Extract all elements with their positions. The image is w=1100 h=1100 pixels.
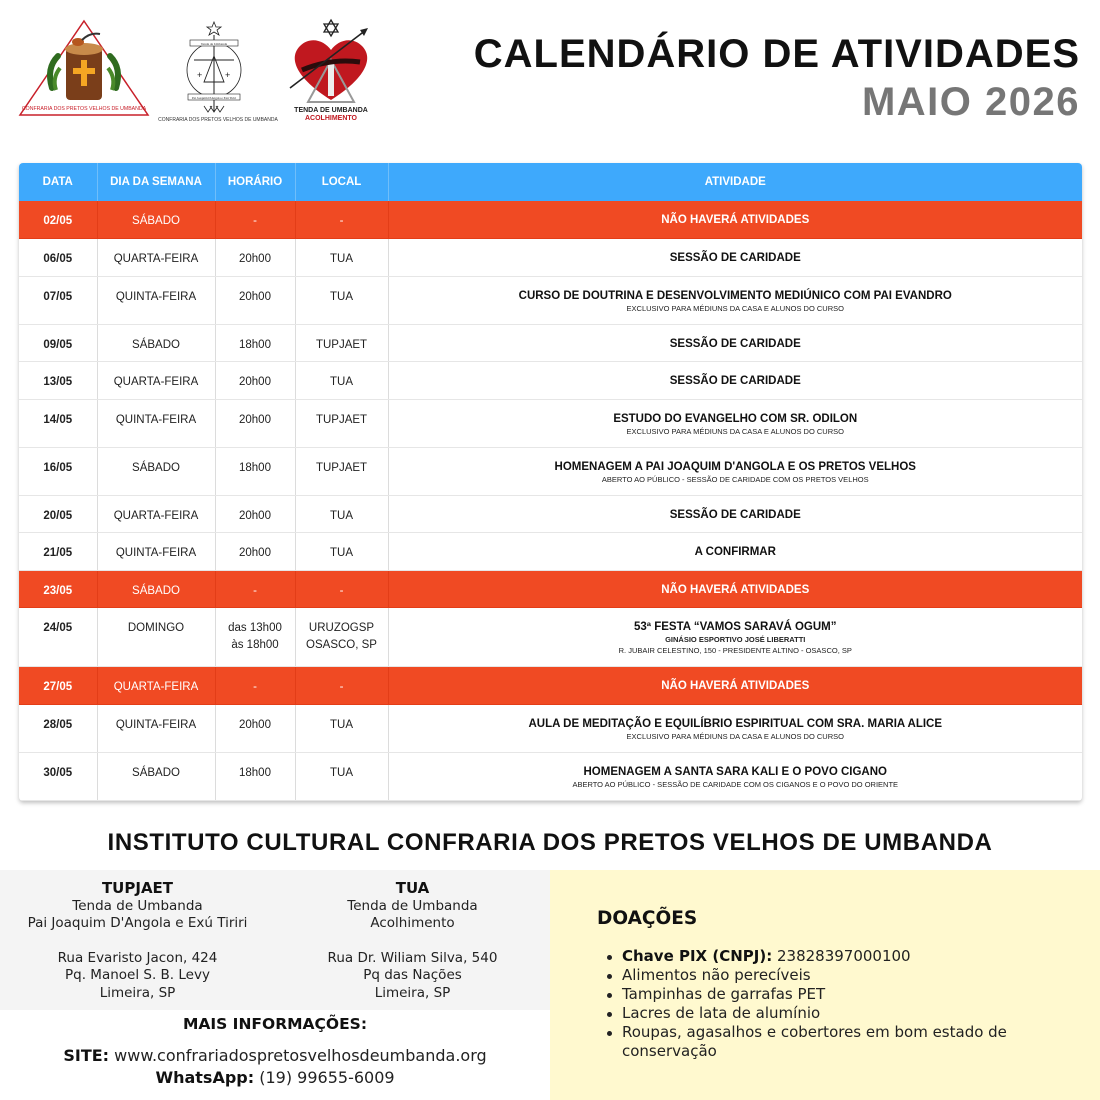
cell-activity [388,608,1082,667]
cell-location [295,533,388,571]
location-text: TUA [330,509,353,522]
table-row [19,324,1082,362]
cell-activity [388,533,1082,571]
logos [18,16,378,126]
activity-title: HOMENAGEM A SANTA SARA KALI E O POVO CIGANO [583,765,887,778]
cell-time [215,704,295,752]
logo-1-caption: CONFRARIA DOS PRETOS VELHOS DE UMBANDA [21,106,147,112]
location-line: Pai Joaquim D'Angola e Exú Tiriri [27,915,248,931]
activity-title: SESSÃO DE CARIDADE [669,337,801,350]
tupjaet-emblem-logo [156,20,284,124]
cell-weekday [97,239,215,277]
cell-time [215,239,295,277]
cell-time [215,667,295,705]
activity-note: EXCLUSIVO PARA MÉDIUNS DA CASA E ALUNOS DO CURSO [626,303,844,313]
pix-value: 23828397000100 [776,947,911,965]
date-text: 28/05 [43,718,73,731]
weekday-text: QUARTA-FEIRA [113,376,199,388]
cell-weekday [97,399,215,447]
weekday-text: SÁBADO [132,584,180,597]
location-name: TUA [395,879,430,897]
cell-time [215,570,295,608]
cell-date [19,667,97,705]
whatsapp-number[interactable]: (19) 99655-6009 [259,1068,395,1087]
weekday-text: SÁBADO [132,461,180,474]
cell-weekday [97,201,215,239]
cell-time [215,276,295,324]
activity-title: A CONFIRMAR [694,546,776,558]
table-row [19,399,1082,447]
date-text: 16/05 [43,461,73,474]
cell-location [295,201,388,239]
cell-time [215,447,295,495]
cell-date [19,752,97,800]
cell-time [215,324,295,362]
activity-note: EXCLUSIVO PARA MÉDIUNS DA CASA E ALUNOS DO CURSO [626,731,844,741]
cell-activity [388,752,1082,800]
donation-item-pix [605,947,1075,966]
cell-location [295,570,388,608]
cell-time [215,533,295,571]
cell-weekday [97,533,215,571]
activity-title: 53ª FESTA “VAMOS SARAVÁ OGUM” [633,621,837,633]
time-text-2: às 18h00 [231,639,279,651]
cell-location [295,324,388,362]
table-header-row [19,163,1082,201]
location-text: TUPJAET [315,338,368,351]
site-link[interactable]: www.confrariadospretosvelhosdeumbanda.org [114,1046,487,1065]
cell-weekday [97,362,215,400]
title-block [474,30,1080,126]
cell-time [215,399,295,447]
cell-date [19,495,97,533]
activity-title: HOMENAGEM A PAI JOAQUIM D'ANGOLA E OS PRETOS VELHOS [554,460,916,473]
table-row [19,704,1082,752]
cell-weekday [97,324,215,362]
whatsapp-label: WhatsApp: [155,1068,255,1087]
time-text: 18h00 [239,461,271,474]
location-address: Rua Evaristo Jacon, 424 [57,949,218,966]
table-row [19,533,1082,571]
donations-panel [550,870,1100,1100]
tua-heart-logo [286,18,376,124]
more-info-panel [0,1010,550,1100]
cell-activity [388,399,1082,447]
table-row [19,276,1082,324]
activity-title: NÃO HAVERÁ ATIVIDADES [661,680,810,692]
site-label: SITE: [63,1046,110,1065]
activity-note: ABERTO AO PÚBLICO - SESSÃO DE CARIDADE COM OS CIGANOS E O POVO DO ORIENTE [572,779,899,789]
location-text-2: OSASCO, SP [306,639,377,651]
cell-date [19,704,97,752]
time-text: 20h00 [239,253,271,265]
activity-title: NÃO HAVERÁ ATIVIDADES [661,214,810,226]
svg-text:+: + [225,70,231,80]
cell-weekday [97,704,215,752]
table-row-cancelled [19,667,1082,705]
cell-location [295,752,388,800]
date-text: 27/05 [43,681,73,693]
date-text: 14/05 [43,413,73,426]
time-text: - [253,215,257,227]
table-row [19,752,1082,800]
table-row [19,608,1082,667]
column-header-date: DATA [19,163,97,201]
weekday-text: DOMINGO [127,622,185,634]
table-row [19,239,1082,277]
cell-date [19,533,97,571]
cell-location [295,362,388,400]
cell-date [19,239,97,277]
weekday-text: QUINTA-FEIRA [115,290,197,303]
location-line: Acolhimento [370,915,455,931]
cell-weekday [97,752,215,800]
location-text: TUA [330,718,353,731]
cell-time [215,608,295,667]
column-header-time: HORÁRIO [215,163,295,201]
activity-venue: GINÁSIO ESPORTIVO JOSÉ LIBERATTI [665,635,806,644]
cell-location [295,495,388,533]
donation-item: Lacres de lata de alumínio [605,1004,1075,1023]
logo-3-caption-2: ACOLHIMENTO [305,115,357,122]
cell-date [19,276,97,324]
date-text: 07/05 [43,290,73,303]
activity-title: CURSO DE DOUTRINA E DESENVOLVIMENTO MEDIÚNICO COM PAI EVANDRO [518,289,952,302]
time-text: - [253,681,257,693]
table-row-cancelled [19,201,1082,239]
date-text: 24/05 [43,622,73,634]
organization-title: INSTITUTO CULTURAL CONFRARIA DOS PRETOS VELHOS DE UMBANDA [107,829,993,856]
location-address: Rua Dr. Wiliam Silva, 540 [327,949,498,966]
cell-weekday [97,447,215,495]
location-text: TUA [330,766,353,779]
cell-weekday [97,276,215,324]
location-address: Pq das Nações [363,967,462,983]
column-header-weekday: DIA DA SEMANA [97,163,215,201]
activity-note: ABERTO AO PÚBLICO - SESSÃO DE CARIDADE COM OS PRETOS VELHOS [601,474,869,484]
weekday-text: SÁBADO [132,215,180,227]
table-row-cancelled [19,570,1082,608]
cell-date [19,447,97,495]
donation-item: Alimentos não perecíveis [605,966,1075,985]
activity-title: SESSÃO DE CARIDADE [669,508,801,521]
page-subtitle: MAIO 2026 [861,80,1080,124]
cell-location [295,239,388,277]
addresses-panel [0,870,550,1010]
table-row [19,495,1082,533]
cell-activity [388,276,1082,324]
activity-note: EXCLUSIVO PARA MÉDIUNS DA CASA E ALUNOS DO CURSO [626,426,844,436]
logo-2-bottom-label: Pai Joaquim D'Angola e Exú Tiriri [191,96,237,100]
cell-activity [388,704,1082,752]
location-text: - [339,215,344,227]
time-text: 20h00 [239,376,271,388]
weekday-text: QUARTA-FEIRA [113,253,199,265]
donation-item: Roupas, agasalhos e cobertores em bom estado de conservação [605,1023,1075,1061]
time-text: 20h00 [239,547,271,559]
pix-label: Chave PIX (CNPJ): [622,947,773,965]
time-text: 20h00 [239,290,271,303]
weekday-text: SÁBADO [132,766,180,779]
cell-activity [388,495,1082,533]
cell-weekday [97,570,215,608]
time-text: das 13h00 [228,622,282,634]
date-text: 09/05 [43,338,73,351]
location-text: TUA [330,253,353,265]
activities-table [19,163,1082,801]
location-line: Tenda de Umbanda [347,897,478,914]
location-name: TUPJAET [101,879,174,897]
cell-location [295,399,388,447]
date-text: 13/05 [43,376,73,388]
cell-date [19,608,97,667]
location-address: Limeira, SP [99,984,176,1001]
location-text: TUA [330,376,353,388]
site-line [0,1045,550,1067]
cell-weekday [97,495,215,533]
table-row [19,447,1082,495]
date-text: 21/05 [43,547,73,559]
location-text: TUA [330,290,353,303]
cell-location [295,608,388,667]
cell-location [295,276,388,324]
cell-activity [388,201,1082,239]
more-info-title: MAIS INFORMAÇÕES: [182,1015,368,1033]
cell-activity [388,667,1082,705]
cell-time [215,362,295,400]
cell-date [19,399,97,447]
weekday-text: QUINTA-FEIRA [115,547,197,559]
cell-weekday [97,667,215,705]
cell-activity [388,570,1082,608]
cell-activity [388,362,1082,400]
table-body [19,201,1082,800]
cell-weekday [97,608,215,667]
cell-activity [388,324,1082,362]
whatsapp-line [0,1067,550,1089]
weekday-text: QUINTA-FEIRA [115,718,197,731]
cell-date [19,324,97,362]
date-text: 20/05 [43,509,73,522]
cell-activity [388,447,1082,495]
date-text: 30/05 [43,766,73,779]
activity-note: R. JUBAIR CELESTINO, 150 - PRESIDENTE ALTINO - OSASCO, SP [618,646,852,655]
location-text: TUPJAET [315,413,368,426]
logo-3-caption: TENDA DE UMBANDA [294,107,368,114]
location-address: Limeira, SP [374,984,451,1001]
weekday-text: SÁBADO [132,338,180,351]
logo-2-caption: CONFRARIA DOS PRETOS VELHOS DE UMBANDA [158,117,278,123]
location-address: Pq. Manoel S. B. Levy [65,967,210,983]
cell-location [295,667,388,705]
column-header-activity: ATIVIDADE [388,163,1082,201]
time-text: 20h00 [239,509,271,522]
location-text: - [339,584,344,597]
weekday-text: QUINTA-FEIRA [115,413,197,426]
location-tupjaet [0,880,275,1002]
svg-text:+: + [197,70,203,80]
date-text: 23/05 [43,584,73,597]
location-text: TUPJAET [315,461,368,474]
cell-location [295,447,388,495]
donation-item: Tampinhas de garrafas PET [605,985,1075,1004]
cell-time [215,752,295,800]
cell-time [215,495,295,533]
table-row [19,362,1082,400]
donations-list [605,947,1075,1061]
time-text: 18h00 [239,766,271,779]
time-text: 20h00 [239,718,271,731]
location-text: TUA [330,547,353,559]
location-text: - [339,681,344,693]
location-text: URUZOGSP [308,622,375,634]
cell-time [215,201,295,239]
activity-title: ESTUDO DO EVANGELHO COM SR. ODILON [613,412,858,425]
time-text: 18h00 [239,338,271,351]
location-tua [275,880,550,1002]
date-text: 02/05 [43,215,73,227]
activity-title: SESSÃO DE CARIDADE [669,252,801,264]
location-line: Tenda de Umbanda [72,897,203,914]
cell-activity [388,239,1082,277]
donations-title: DOAÇÕES [597,908,698,929]
activity-title: SESSÃO DE CARIDADE [669,375,801,387]
column-header-location: LOCAL [295,163,388,201]
cell-date [19,201,97,239]
date-text: 06/05 [43,253,73,265]
time-text: 20h00 [239,413,271,426]
logo-2-top-label: Tenda de Umbanda [200,42,228,46]
cell-location [295,704,388,752]
weekday-text: QUARTA-FEIRA [113,681,199,693]
cell-date [19,362,97,400]
cell-date [19,570,97,608]
confraria-triangle-logo [18,18,150,118]
activity-title: NÃO HAVERÁ ATIVIDADES [661,583,810,596]
activity-title: AULA DE MEDITAÇÃO E EQUILÍBRIO ESPIRITUAL COM SRA. MARIA ALICE [528,717,943,730]
weekday-text: QUARTA-FEIRA [113,509,199,522]
time-text: - [253,584,257,597]
page-title: CALENDÁRIO DE ATIVIDADES [473,32,1080,76]
